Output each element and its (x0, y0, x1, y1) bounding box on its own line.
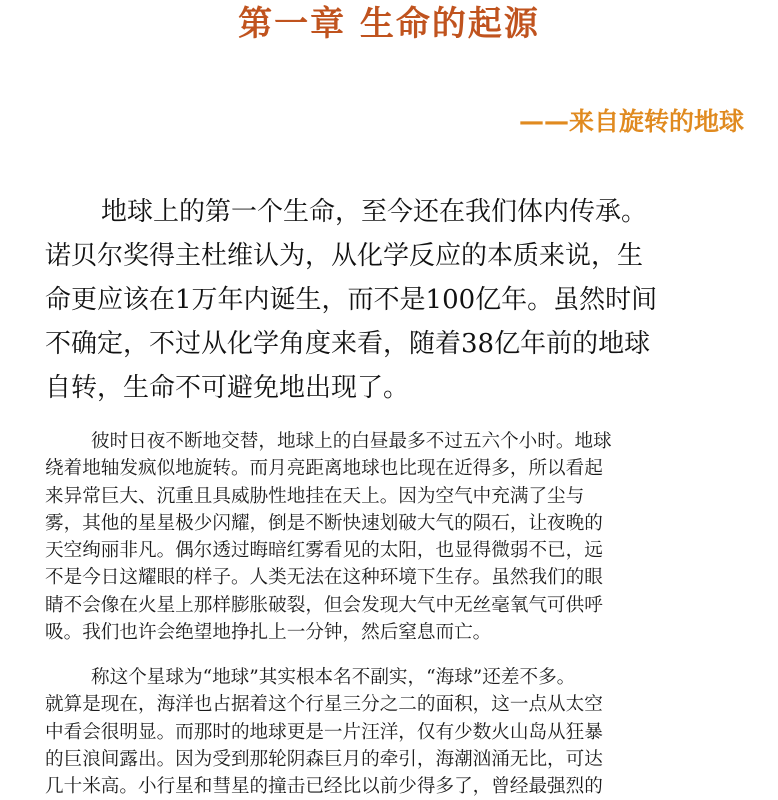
lead-line: 命更应该在1万年内诞生，而不是100亿年。虽然时间 (45, 285, 658, 315)
chapter-subtitle: ——来自旋转的地球 (518, 107, 744, 136)
body-line: 天空绚丽非凡。偶尔透过晦暗红雾看见的太阳，也显得微弱不已，远 (45, 540, 603, 562)
body-line: 几十米高。小行星和彗星的撞击已经比以前少得多了，曾经最强烈的 (45, 776, 603, 798)
lead-paragraph (45, 190, 745, 410)
lead-line: 自转，生命不可避免地出现了。 (45, 373, 410, 403)
body-line: 的巨浪间露出。因为受到那轮阴森巨月的牵引，海潮汹涌无比，可达 (45, 748, 603, 770)
lead-line: 地球上的第一个生命，至今还在我们体内传承。 (101, 197, 648, 227)
lead-line: 不确定，不过从化学角度来看，随着38亿年前的地球 (45, 329, 651, 359)
body-line: 就算是现在，海洋也占据着这个行星三分之二的面积，这一点从太空 (45, 694, 603, 716)
body-paragraph (45, 428, 745, 646)
body-line: 绕着地轴发疯似地旋转。而月亮距离地球也比现在近得多，所以看起 (45, 458, 603, 480)
body-line: 雾，其他的星星极少闪耀，倒是不断快速划破大气的陨石，让夜晚的 (45, 512, 603, 534)
lead-line: 诺贝尔奖得主杜维认为，从化学反应的本质来说，生 (45, 241, 644, 271)
body-line: 来异常巨大、沉重且具威胁性地挂在天上。因为空气中充满了尘与 (45, 485, 585, 507)
chapter-title: 第一章 生命的起源 (238, 4, 540, 44)
body-line: 中看会很明显。而那时的地球更是一片汪洋，仅有少数火山岛从狂暴 (45, 721, 603, 743)
body-line: 吸。我们也许会绝望地挣扎上一分钟，然后窒息而亡。 (45, 622, 492, 644)
body-paragraph (45, 664, 745, 800)
body-line: 彼时日夜不断地交替，地球上的白昼最多不过五六个小时。地球 (91, 431, 612, 452)
body-line: 称这个星球为“地球”其实根本名不副实，“海球”还差不多。 (91, 667, 576, 688)
body-line: 不是今日这耀眼的样子。人类无法在这种环境下生存。虽然我们的眼 (45, 567, 603, 589)
body-line: 睛不会像在火星上那样膨胀破裂，但会发现大气中无丝毫氧气可供呼 (45, 594, 603, 616)
